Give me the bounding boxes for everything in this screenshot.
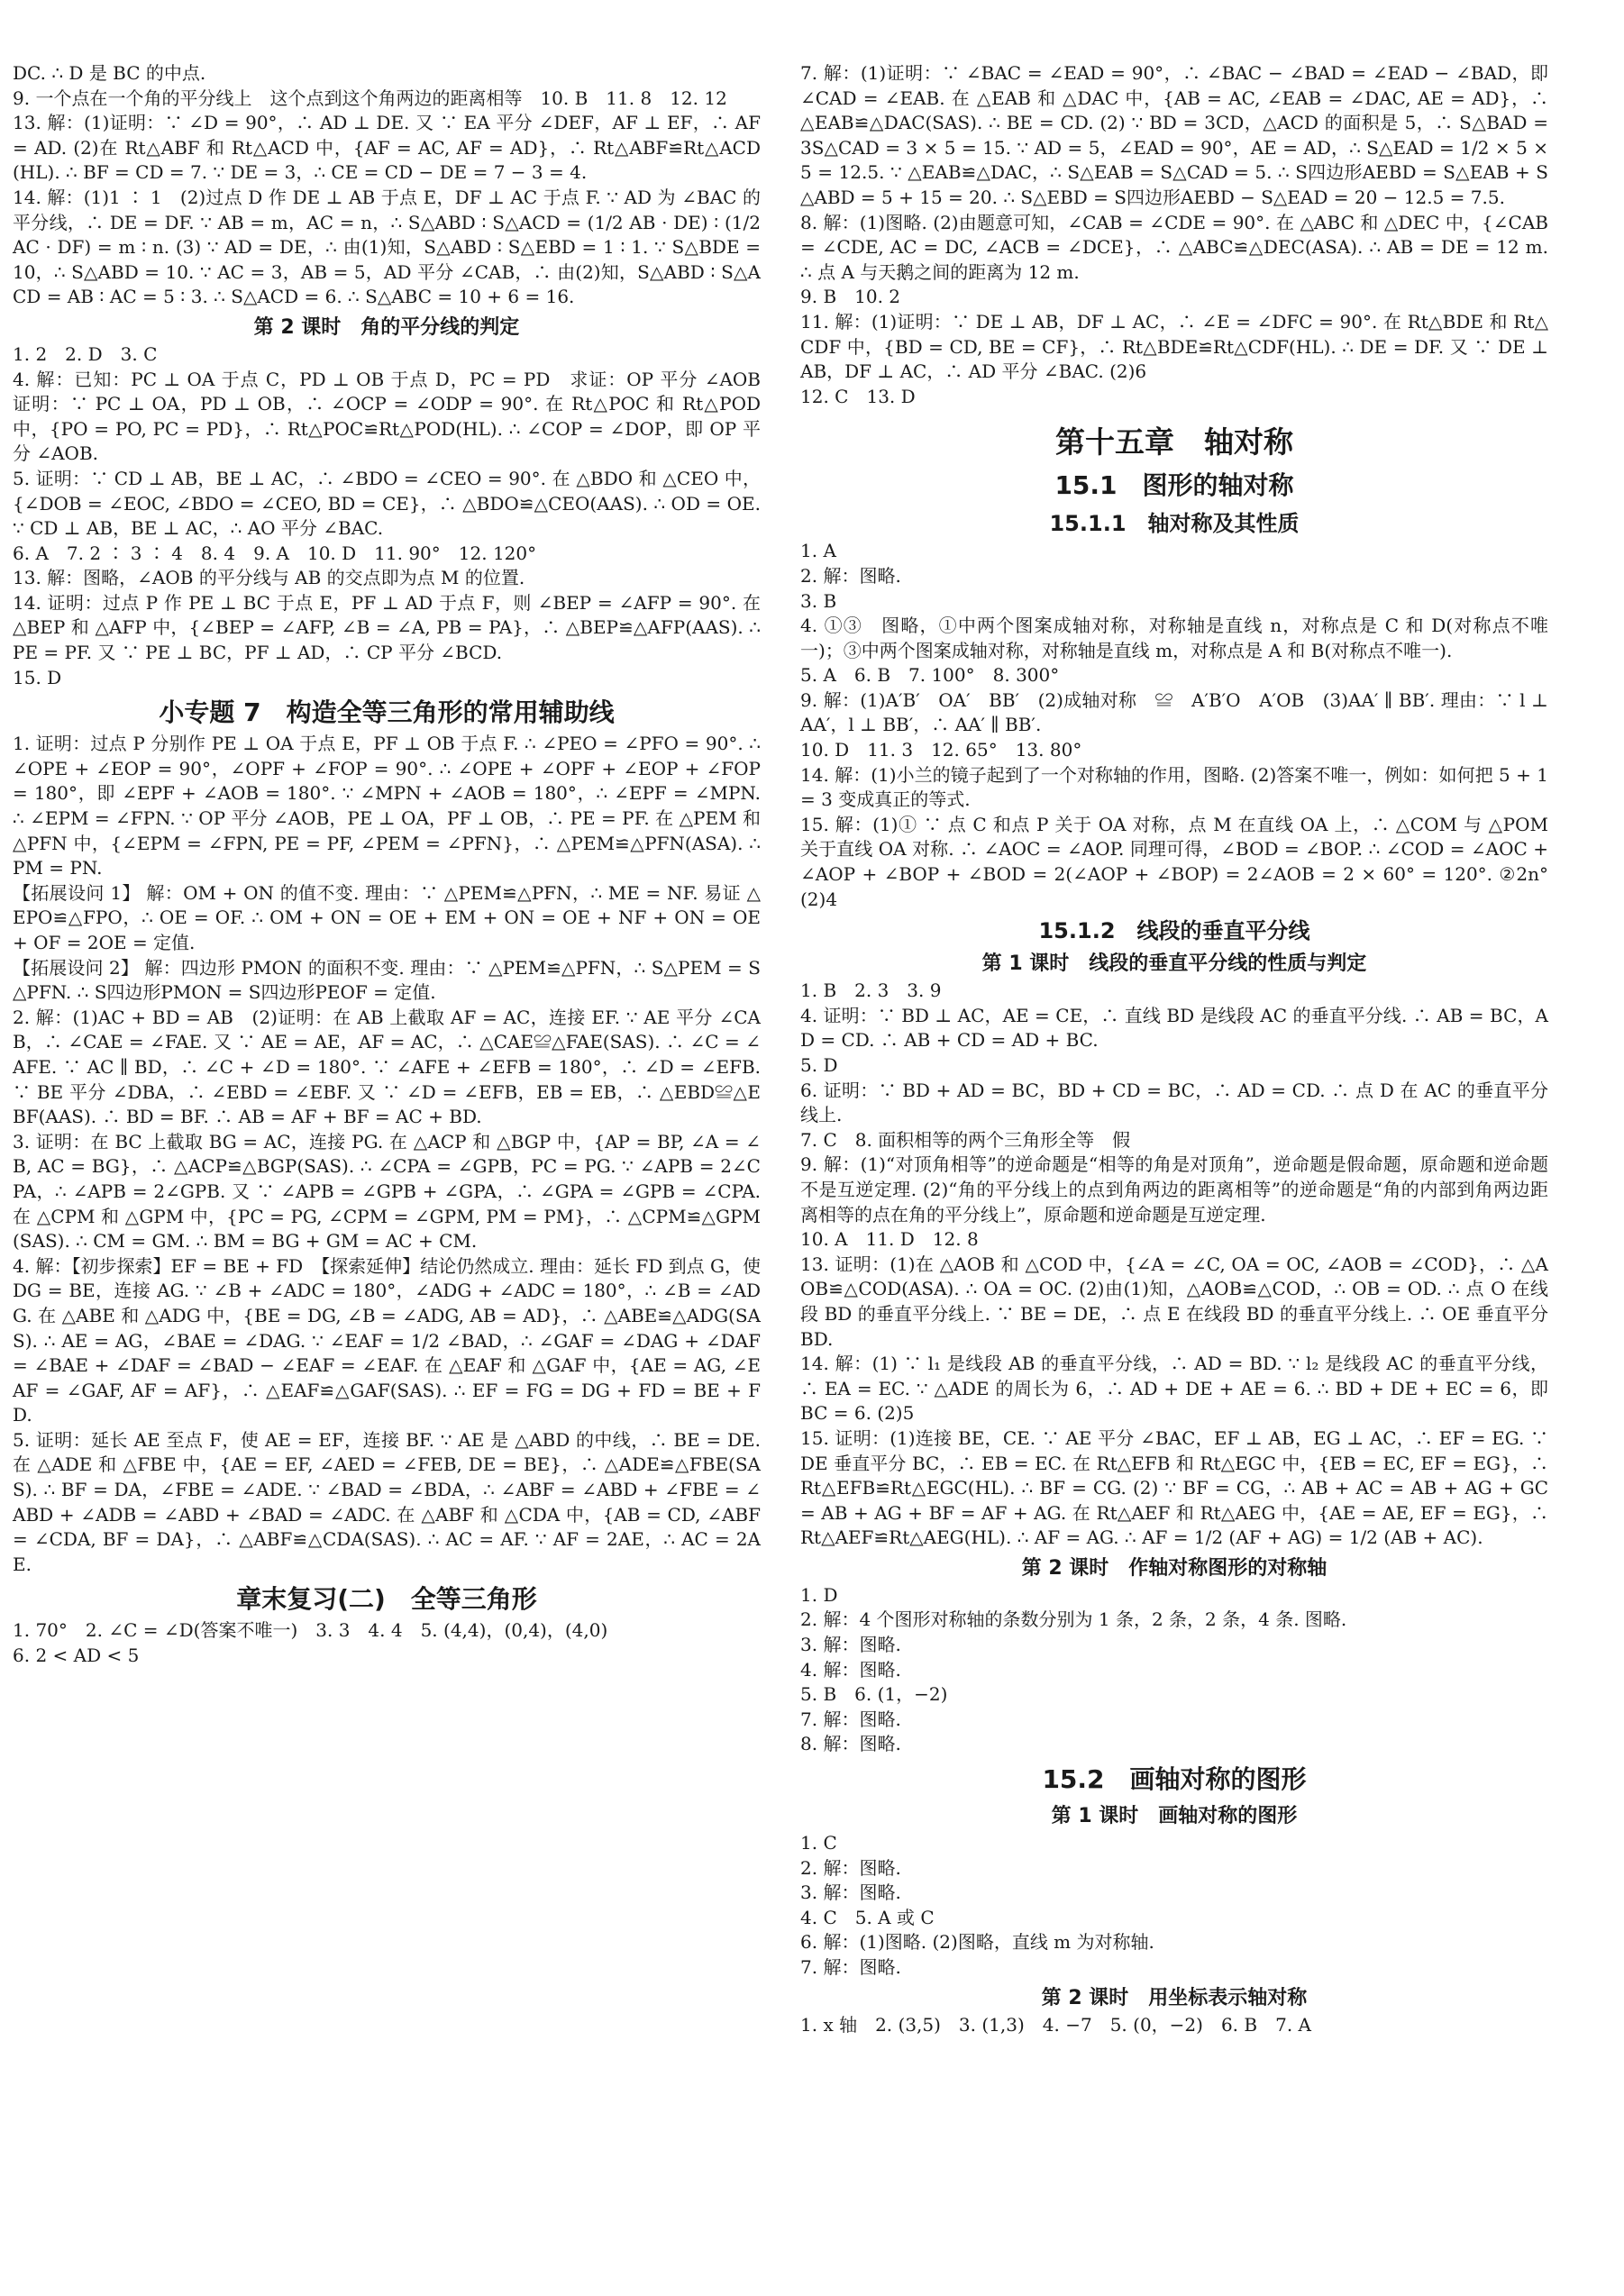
answer-paragraph: 9. B 10. 2 [800,286,901,308]
answer-paragraph: 15. D [13,666,62,688]
answer-paragraph: 11. 解：(1)证明：∵ DE ⊥ AB，DF ⊥ AC，∴ ∠E = ∠DFC = 90°. 在 Rt△BDE 和 Rt△CDF 中，{BD = CD, BE = CF}，∴ Rt△BDE≌Rt△CDF(HL). ∴ DE = DF. 又 ∵ DE ⊥ AB，DF ⊥ AC，∴ AD 平分 ∠BAC. (2)6 [800,310,1548,383]
answer-paragraph: 2. 解：图略. [800,564,901,587]
section-heading: 15.1.2 线段的垂直平分线 [1038,918,1310,944]
answer-paragraph: 2. 解：(1)AC + BD = AB (2)证明：在 AB 上截取 AF = AC，连接 EF. ∵ AE 平分 ∠CAB，∴ ∠CAE = ∠FAE. 又 ∵ AE = AE，AF = AC，∴ △CAE≌△FAE(SAS). ∴ ∠C = ∠AFE. ∵ AC ∥ BD，∴ ∠C + ∠D = 180°. ∵ ∠AFE + ∠EFB = 180°，∴ ∠D = ∠EFB. ∵ BE 平分 ∠DBA，∴ ∠EBD = ∠EBF. 又 ∵ ∠D = ∠EFB，EB = EB，∴ △EBD≌△EBF(AAS). ∴ BD = BF. ∴ AB = AF + BF = AC + BD. [13,1006,761,1128]
answer-paragraph: 15. 证明：(1)连接 BE，CE. ∵ AE 平分 ∠BAC，EF ⊥ AB，EG ⊥ AC，∴ EF = EG. ∵ DE 垂直平分 BC，∴ EB = EC. 在 Rt△EFB 和 Rt△EGC 中，{EB = EC, EF = EG}，∴ Rt△EFB≌Rt△EGC(HL). ∴ BF = CG. (2) ∵ BF = CG，∴ AB + AC = AB + AG + GC = AB + AG + BF = AF + AG. 在 Rt△AEF 和 Rt△AEG 中，{AE = AE, EF = EG}，∴ Rt△AEF≌Rt△AEG(HL). ∴ AF = AG. ∴ AF = 1/2 (AF + AG) = 1/2 (AB + AC). [800,1426,1548,1549]
answer-paragraph: 7. 解：(1)证明：∵ ∠BAC = ∠EAD = 90°，∴ ∠BAC − ∠BAD = ∠EAD − ∠BAD，即 ∠CAD = ∠EAB. 在 △EAB 和 △DAC 中，{AB = AC, ∠EAB = ∠DAC, AE = AD}，∴ △EAB≌△DAC(SAS). ∴ BE = CD. (2) ∵ BD = 3CD，△ACD 的面积是 5，∴ S△BAD = 3S△CAD = 3 × 5 = 15. ∵ AD = 5，∠EAD = 90°，AE = AD，∴ S△EAD = 1/2 × 5 × 5 = 12.5. ∵ △EAB≌△DAC，∴ S△EAB = S△CAD = 5. ∴ S四边形AEBD = S△EAB + S△ABD = 5 + 15 = 20. ∴ S△EBD = S四边形AEBD − S△EAD = 20 − 12.5 = 7.5. [800,62,1548,208]
answer-paragraph: 14. 解：(1) ∵ l₁ 是线段 AB 的垂直平分线，∴ AD = BD. ∵ l₂ 是线段 AC 的垂直平分线，∴ EA = EC. ∵ △ADE 的周长为 6，∴ AD + DE + AE = 6. ∴ BD + DE + EC = 6，即 BC = 6. (2)5 [800,1353,1548,1425]
answer-paragraph: 10. D 11. 3 12. 65° 13. 80° [800,739,1082,761]
section-heading: 第 2 课时 作轴对称图形的对称轴 [1021,1556,1327,1580]
answer-paragraph: 4. C 5. A 或 C [800,1906,935,1928]
answer-paragraph: 9. 解：(1)“对顶角相等”的逆命题是“相等的角是对顶角”，逆命题是假命题，原命题和逆命题不是互逆定理. (2)“角的平分线上的点到角两边的距离相等”的逆命题是“角的内部到角两边距离相等的点在角的平分线上”，原命题和逆命题是互逆定理. [800,1153,1548,1225]
answer-paragraph: 4. 解：图略. [800,1658,901,1681]
answer-paragraph: 14. 解：(1)1 ∶ 1 (2)过点 D 作 DE ⊥ AB 于点 E，DF ⊥ AC 于点 F. ∵ AD 为 ∠BAC 的平分线，∴ DE = DF. ∵ AB = m，AC = n，∴ S△ABD ∶ S△ACD = (1/2 AB · DE) ∶ (1/2 AC · DF) = m ∶ n. (3) ∵ AD = DE，∴ 由(1)知，S△ABD ∶ S△EBD = 1 ∶ 1. ∵ S△BDE = 10，∴ S△ABD = 10. ∵ AC = 3，AB = 5，AD 平分 ∠CAB，∴ 由(2)知，S△ABD ∶ S△ACD = AB ∶ AC = 5 ∶ 3. ∴ S△ACD = 6. ∴ S△ABC = 10 + 6 = 16. [13,186,761,308]
section-heading: 第十五章 轴对称 [1055,424,1293,460]
answer-paragraph: 6. 2 < AD < 5 [13,1645,140,1667]
answer-paragraph: 【拓展设问 2】 解：四边形 PMON 的面积不变. 理由：∵ △PEM≌△PFN，∴ S△PEM = S△PFN. ∴ S四边形PMON = S四边形PEOF = 定值. [13,956,761,1004]
answer-paragraph: 8. 解：图略. [800,1733,901,1755]
left-column [13,61,779,1669]
answer-paragraph: 8. 解：(1)图略. (2)由题意可知，∠CAB = ∠CDE = 90°. 在 △ABC 和 △DEC 中，{∠CAB = ∠CDE, AC = DC, ∠ACB = ∠DCE}，∴ △ABC≌△DEC(ASA). ∴ AB = DE = 12 m. ∴ 点 A 与天鹅之间的距离为 12 m. [800,211,1548,283]
answer-paragraph: 4. 证明：∵ BD ⊥ AC，AE = CE，∴ 直线 BD 是线段 AC 的垂直平分线. ∴ AB = BC，AD = CD. ∴ AB + CD = AD + BC. [800,1004,1548,1052]
answer-paragraph: 7. 解：图略. [800,1956,901,1978]
section-heading: 小专题 7 构造全等三角形的常用辅助线 [159,697,615,728]
answer-paragraph: 3. 证明：在 BC 上截取 BG = AC，连接 PG. 在 △ACP 和 △BGP 中，{AP = BP, ∠A = ∠B, AC = BG}，∴ △ACP≌△BGP(SAS). ∴ ∠CPA = ∠GPB，PC = PG. ∵ ∠APB = 2∠CPA，∴ ∠APB = 2∠GPB. 又 ∵ ∠APB = ∠GPB + ∠GPA，∴ ∠GPA = ∠GPB = ∠CPA. 在 △CPM 和 △GPM 中，{PC = PG, ∠CPM = ∠GPM, PM = PM}，∴ △CPM≌△GPM(SAS). ∴ CM = GM. ∴ BM = BG + GM = AC + CM. [13,1130,761,1253]
answer-paragraph: 6. 证明：∵ BD + AD = BC，BD + CD = BC，∴ AD = CD. ∴ 点 D 在 AC 的垂直平分线上. [800,1079,1548,1126]
answer-paragraph: DC. ∴ D 是 BC 的中点. [13,62,206,84]
answer-paragraph: 4. 解：【初步探索】EF = BE + FD 【探索延伸】结论仍然成立. 理由：延长 FD 到点 G，使 DG = BE，连接 AG. ∵ ∠B + ∠ADC = 180°，∠ADG + ∠ADC = 180°，∴ ∠B = ∠ADG. 在 △ABE 和 △ADG 中，{BE = DG, ∠B = ∠ADG, AB = AD}，∴ △ABE≌△ADG(SAS). ∴ AE = AG，∠BAE = ∠DAG. ∵ ∠EAF = 1/2 ∠BAD，∴ ∠GAF = ∠DAG + ∠DAF = ∠BAE + ∠DAF = ∠BAD − ∠EAF = ∠EAF. 在 △EAF 和 △GAF 中，{AE = AG, ∠EAF = ∠GAF, AF = AF}，∴ △EAF≌△GAF(SAS). ∴ EF = FG = DG + FD = BE + FD. [13,1254,761,1426]
answer-paragraph: 9. 解：(1)A′B′ OA′ BB′ (2)成轴对称 ≌ A′B′O A′OB (3)AA′ ∥ BB′. 理由：∵ l ⊥ AA′，l ⊥ BB′，∴ AA′ ∥ BB′. [800,688,1548,736]
section-heading: 第 2 课时 角的平分线的判定 [253,315,520,339]
answer-paragraph: 13. 解：(1)证明：∵ ∠D = 90°，∴ AD ⊥ DE. 又 ∵ EA 平分 ∠DEF，AF ⊥ EF，∴ AF = AD. (2)在 Rt△ABF 和 Rt△ACD 中，{AF = AC, AF = AD}，∴ Rt△ABF≌Rt△ACD(HL). ∴ BF = CD = 7. ∵ DE = 3，∴ CE = CD − DE = 7 − 3 = 4. [13,112,761,184]
answer-paragraph: 5. B 6. (1，−2) [800,1683,948,1706]
answer-paragraph: 12. C 13. D [800,385,916,407]
answer-paragraph: 9. 一个点在一个角的平分线上 这个点到这个角两边的距离相等 10. B 11. 8 12. 12 [13,87,727,109]
section-heading: 15.1 图形的轴对称 [1054,470,1294,501]
answer-paragraph: 1. 证明：过点 P 分别作 PE ⊥ OA 于点 E，PF ⊥ OB 于点 F. ∴ ∠PEO = ∠PFO = 90°. ∴ ∠OPE + ∠EOP = 90°，∠OPF + ∠FOP = 90°. ∴ ∠OPE + ∠OPF + ∠EOP + ∠FOP = 180°，即 ∠EPF + ∠AOB = 180°. ∵ ∠MPN + ∠AOB = 180°，∴ ∠EPF = ∠MPN. ∴ ∠EPM = ∠FPN. ∵ OP 平分 ∠AOB，PE ⊥ OA，PF ⊥ OB，∴ PE = PF. 在 △PEM 和 △PFN 中，{∠EPM = ∠FPN, PE = PF, ∠PEM = ∠PFN}，∴ △PEM≌△PFN(ASA). ∴ PM = PN. [13,733,761,879]
answer-paragraph: 1. C [800,1832,837,1854]
section-heading: 15.2 画轴对称的图形 [1042,1764,1307,1795]
answer-paragraph: 2. 解：图略. [800,1856,901,1879]
answer-paragraph: 3. 解：图略. [800,1881,901,1904]
answer-paragraph: 6. 解：(1)图略. (2)图略，直线 m 为对称轴. [800,1931,1154,1954]
answer-paragraph: 1. 2 2. D 3. C [13,342,158,365]
answer-paragraph: 7. C 8. 面积相等的两个三角形全等 假 [800,1128,1131,1151]
answer-paragraph: 5. D [800,1054,838,1076]
answer-paragraph: 1. B 2. 3 3. 9 [800,979,942,1002]
answer-paragraph: 13. 证明：(1)在 △AOB 和 △COD 中，{∠A = ∠C, OA = OC, ∠AOB = ∠COD}，∴ △AOB≌△COD(ASA). ∴ OA = OC. (2)由(1)知，△AOB≌△COD，∴ OB = OD. ∴ 点 O 在线段 BD 的垂直平分线上. ∵ BE = DE，∴ 点 E 在线段 BD 的垂直平分线上. ∴ OE 垂直平分 BD. [800,1253,1548,1350]
answer-paragraph: 4. 解：已知：PC ⊥ OA 于点 C，PD ⊥ OB 于点 D，PC = PD 求证：OP 平分 ∠AOB 证明：∵ PC ⊥ OA，PD ⊥ OB，∴ ∠OCP = ∠ODP = 90°. 在 Rt△POC 和 Rt△POD 中，{PO = PO, PC = PD}，∴ Rt△POC≌Rt△POD(HL). ∴ ∠COP = ∠DOP，即 OP 平分 ∠AOB. [13,368,779,465]
section-heading: 第 1 课时 画轴对称的图形 [1051,1805,1298,1828]
section-heading: 15.1.1 轴对称及其性质 [1049,511,1300,537]
section-heading: 章末复习(二) 全等三角形 [236,1584,537,1615]
answer-paragraph: 2. 解：4 个图形对称轴的条数分别为 1 条，2 条，2 条，4 条. 图略. [800,1608,1347,1631]
answer-paragraph: 7. 解：图略. [800,1708,901,1730]
answer-paragraph: 5. 证明：延长 AE 至点 F，使 AE = EF，连接 BF. ∵ AE 是 △ABD 的中线，∴ BE = DE. 在 △ADE 和 △FBE 中，{AE = EF, ∠AED = ∠FEB, DE = BE}，∴ △ADE≌△FBE(SAS). ∴ BF = DA，∠FBE = ∠ADE. ∵ ∠BAD = ∠BDA，∴ ∠ABF = ∠ABD + ∠FBE = ∠ABD + ∠ADB = ∠ABD + ∠BAD = ∠ADC. 在 △ABF 和 △CDA 中，{AB = CD, ∠ABF = ∠CDA, BF = DA}，∴ △ABF≌△CDA(SAS). ∴ AC = AF. ∵ AF = 2AE，∴ AC = 2AE. [13,1428,761,1575]
answer-paragraph: 1. D [800,1583,838,1606]
answer-paragraph: 14. 证明：过点 P 作 PE ⊥ BC 于点 E，PF ⊥ AD 于点 F，则 ∠BEP = ∠AFP = 90°. 在 △BEP 和 △AFP 中，{∠BEP = ∠AFP, ∠B = ∠A, PB = PA}，∴ △BEP≌△AFP(AAS). ∴ PE = PF. 又 ∵ PE ⊥ BC，PF ⊥ AD，∴ CP 平分 ∠BCD. [13,591,761,664]
answer-paragraph: 3. B [800,589,837,612]
answer-paragraph: 3. 解：图略. [800,1634,901,1656]
answer-paragraph: 1. A [800,540,836,562]
answer-paragraph: 1. 70° 2. ∠C = ∠D(答案不唯一) 3. 3 4. 4 5. (4,4)，(0,4)，(4,0) [13,1619,608,1642]
answer-paragraph: 10. A 11. D 12. 8 [800,1228,979,1251]
answer-paragraph: 13. 解：图略，∠AOB 的平分线与 AB 的交点即为点 M 的位置. [13,567,525,589]
answer-paragraph: 1. x 轴 2. (3,5) 3. (1,3) 4. −7 5. (0，−2) 6. B 7. A [800,2013,1311,2036]
answer-paragraph: 15. 解：(1)① ∵ 点 C 和点 P 关于 OA 对称，点 M 在直线 OA 上，∴ △COM 与 △POM 关于直线 OA 对称. ∴ ∠AOC = ∠AOP. 同理可得，∠BOD = ∠BOP. ∴ ∠COD = ∠AOC + ∠AOP + ∠BOP + ∠BOD = 2(∠AOP + ∠BOP) = 2∠AOB = 2 × 60° = 120°. ②2n° (2)4 [800,813,1566,910]
answer-paragraph: 14. 解：(1)小兰的镜子起到了一个对称轴的作用，图略. (2)答案不唯一，例如：如何把 5 + 1 = 3 变成真正的等式. [800,763,1548,811]
answer-paragraph: 6. A 7. 2 ∶ 3 ∶ 4 8. 4 9. A 10. D 11. 90° 12. 120° [13,542,537,564]
right-column [800,61,1566,2037]
answer-paragraph: 5. A 6. B 7. 100° 8. 300° [800,664,1060,687]
section-heading: 第 2 课时 用坐标表示轴对称 [1041,1986,1308,2009]
answer-paragraph: 5. 证明：∵ CD ⊥ AB，BE ⊥ AC，∴ ∠BDO = ∠CEO = 90°. 在 △BDO 和 △CEO 中，{∠DOB = ∠EOC, ∠BDO = ∠CEO, BD = CE}，∴ △BDO≌△CEO(AAS). ∴ OD = OE. ∵ CD ⊥ AB，BE ⊥ AC，∴ AO 平分 ∠BAC. [13,467,761,540]
answer-paragraph: 【拓展设问 1】 解：OM + ON 的值不变. 理由：∵ △PEM≌△PFN，∴ ME = NF. 易证 △EPO≌△FPO，∴ OE = OF. ∴ OM + ON = OE + EM + ON = OE + NF + ON = OE + OF = 2OE = 定值. [13,881,761,953]
section-heading: 第 1 课时 线段的垂直平分线的性质与判定 [981,952,1367,976]
answer-paragraph: 4. ①③ 图略，①中两个图案成轴对称，对称轴是直线 n，对称点是 C 和 D(对称点不唯一)；③中两个图案成轴对称，对称轴是直线 m，对称点是 A 和 B(对称点不唯一). [800,615,1548,661]
